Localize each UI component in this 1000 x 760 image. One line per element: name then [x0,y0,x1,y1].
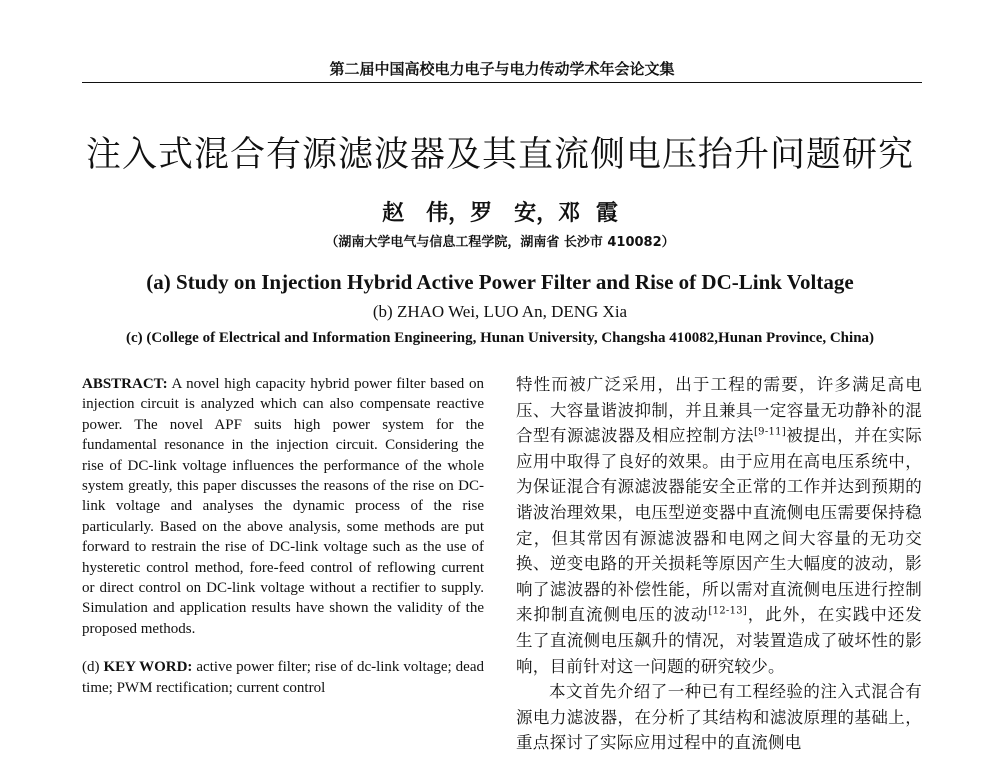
keywords-text: active power filter; rise of dc-link voltage; dead time; PWM rectification; current control [82,659,484,696]
right-column [516,372,922,756]
body-text: 特性而被广泛采用，出于工程的需要，许多满足高电压、大容量谐波抑制，并且兼具一定容量无功静补的混合型有源滤波器及相应控制方法 [516,375,922,446]
citation: [12-13] [708,605,748,617]
paper-title-cn: 注入式混合有源滤波器及其直流侧电压抬升问题研究 [85,135,914,175]
body-text: 被提出，并在实际应用中取得了良好的效果。由于应用在高电压系统中，为保证混合有源滤波器能安全正常的工作并达到预期的谐波治理效果，电压型逆变器中直流侧电压需要保持稳定，但其常因有源滤波器和电网之间大容量的无功交换、逆变电路的开关损耗等原因产生大幅度的波动，影响了滤波器的补偿性能，所以需对直流侧电压进行控制来抑制直流侧电压的波动 [516,426,922,625]
left-column [82,374,484,698]
body-text: ，此外，在实践中还发生了直流侧电压飙升的情况，对装置造成了破坏性的影响，目前针对这一问题的研究较少。 [516,605,922,676]
abstract-text: A novel high capacity hybrid power filter based on injection circuit is analyzed which can also compensate reactive power. The novel APF suits high power system for the fundamental resonance in the injection circuit. Considering the rise of DC-link voltage influences the performance of the whole system greatly, this paper discusses the reasons of the rise on DC-link voltage and analyses the dynamic process of the rise particularly. Based on the above analysis, some methods are put forward to restrain the rise of DC-link voltage such as the use of hysteretic control method, fore-feed control of reflowing current or direct control on DC-link voltage without a rectifier to supply. Simulation and application results have shown the validity of the proposed methods. [82,376,484,637]
body-paragraph-2: 本文首先介绍了一种已有工程经验的注入式混合有源电力滤波器，在分析了其结构和滤波原理的基础上，重点探讨了实际应用过程中的直流侧电 [516,682,922,753]
affiliation-cn: （湖南大学电气与信息工程学院，湖南省 长沙市 410082） [325,235,675,250]
authors-cn: 赵 伟，罗 安，邓 霞 [382,200,618,226]
affiliation-en: (c) (College of Electrical and Information Engineering, Hunan University, Changsha 410082,Hunan Province, China) [125,330,875,346]
keywords-prefix: (d) [82,659,104,676]
abstract-label: ABSTRACT: [82,376,168,392]
running-head: 第二届中国高校电力电子与电力传动学术年会论文集 [82,58,922,83]
authors-en: (b) ZHAO Wei, LUO An, DENG Xia [372,302,628,321]
abstract [82,374,484,639]
body-paragraph-1 [516,372,922,679]
keywords-label: KEY WORD: [103,659,193,676]
keywords [82,657,484,698]
paper-title-en: (a) Study on Injection Hybrid Active Power Filter and Rise of DC-Link Voltage [146,270,854,294]
citation: [9-11] [753,426,787,438]
